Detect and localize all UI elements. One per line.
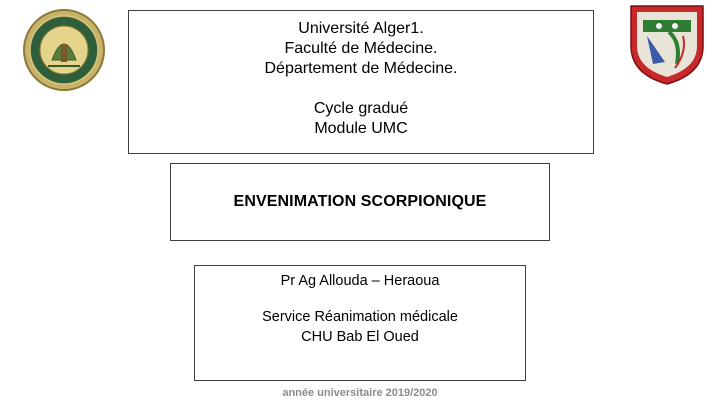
- author-box: [194, 265, 526, 381]
- university-seal-logo: [22, 8, 106, 92]
- hospital-name: CHU Bab El Oued: [301, 329, 419, 345]
- header-box: [128, 10, 594, 154]
- author-spacer: [195, 291, 525, 307]
- faculty-name: Faculté de Médecine.: [284, 40, 438, 57]
- cycle-label: Cycle gradué: [313, 100, 409, 117]
- page-title: ENVENIMATION SCORPIONIQUE: [233, 193, 487, 210]
- faculty-shield-logo: [625, 2, 709, 86]
- module-label: Module UMC: [314, 120, 408, 137]
- faculty-shield-icon: [625, 2, 709, 86]
- author-name: Pr Ag Allouda – Heraoua: [280, 273, 440, 289]
- header-spacer: [129, 79, 593, 99]
- university-name: Université Alger1.: [298, 20, 424, 37]
- service-name: Service Réanimation médicale: [262, 309, 458, 325]
- title-box: [170, 163, 550, 241]
- department-name: Département de Médecine.: [264, 60, 458, 77]
- academic-year: année universitaire 2019/2020: [282, 387, 438, 399]
- university-seal-icon: [22, 8, 106, 92]
